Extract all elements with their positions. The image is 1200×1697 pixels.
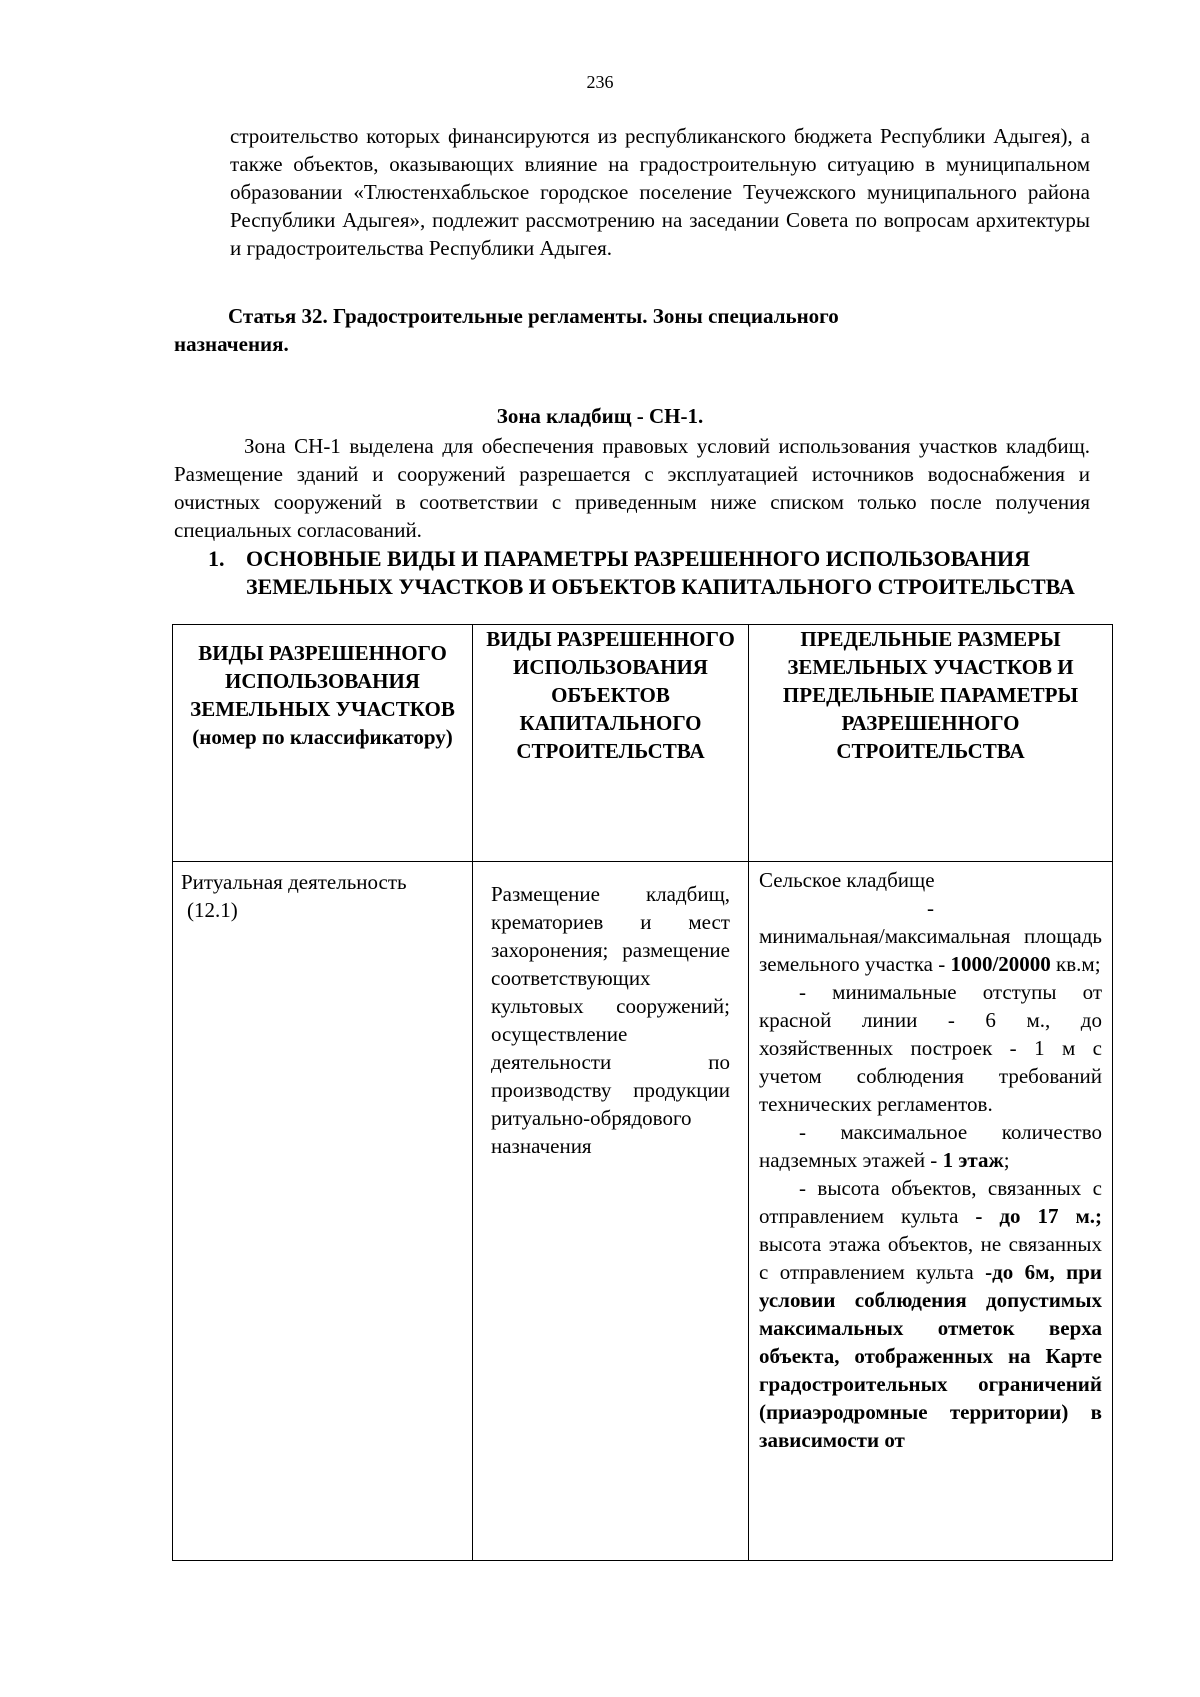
cemetery-label: Сельское кладбище [759,868,935,892]
height-condition: при условии соблюдения допустимых максимальных отметок верха объекта, отображенных на Карте градостроительных ограничений (приаэродромные территории) в зависимости от [759,1260,1103,1452]
setback-param: - минимальные отступы от красной линии - 6 м., до хозяйственных построек - 1 м с учетом соблюдения требований технических регламентов. [759,980,1102,1116]
cell-land-use [173,862,473,1561]
capital-use-text: Размещение кладбищ, крематориев и мест захоронения; размещение соответствующих культовых сооружений; осуществление деятельности по производству продукции ритуально-обрядового назначения [491,882,730,1158]
zone-description: Зона СН-1 выделена для обеспечения правовых условий использования участков кладбищ. Размещение зданий и сооружений разрешается с эксплуатацией источников водоснабжения и очистных сооружений в соответствии с приведенным ниже списком только после получения специальных согласований. [174,434,1090,542]
height-value2: -до 6м, [985,1260,1055,1284]
area-unit: кв.м; [1056,952,1101,976]
height-text2: высота этажа объектов, не связанных с отправлением культа [759,1232,1102,1284]
intro-paragraph: строительство которых финансируются из республиканского бюджета Республики Адыгея), а также объектов, оказывающих влияние на градостроительную ситуацию в муниципальном образовании «Тлюстенхабльское городское поселение Теучежского муниципального района Республики Адыгея», подлежит рассмотрению на заседании Совета по вопросам архитектуры и градостроительства Республики Адыгея. [230,124,1090,260]
table-row [173,862,1113,1561]
floors-param [759,1118,1102,1174]
area-param [759,922,1102,978]
header-capital-use [473,625,749,862]
floors-text: - максимальное количество надземных этажей - [759,1120,1102,1172]
article-title-line2: назначения. [174,332,289,356]
height-value1: - до 17 м.; [975,1204,1102,1228]
height-text1: - высота объектов, связанных с отправлением культа [759,1176,1102,1228]
cell-params [749,862,1113,1561]
section-heading [208,545,1088,601]
regulations-table [172,624,1113,1561]
table-header-row [173,625,1113,862]
section-title: ОСНОВНЫЕ ВИДЫ И ПАРАМЕТРЫ РАЗРЕШЕННОГО ИСПОЛЬЗОВАНИЯ ЗЕМЕЛЬНЫХ УЧАСТКОВ И ОБЪЕКТОВ КАПИТАЛЬНОГО СТРОИТЕЛЬСТВА [246,546,1075,599]
area-text: минимальная/максимальная площадь земельного участка - [759,924,1102,976]
height-param [759,1174,1102,1454]
section-number: 1. [208,546,225,571]
zone-title: Зона кладбищ - СН-1. [496,404,704,428]
cell-capital-use [473,862,749,1561]
land-use-name: Ритуальная деятельность [181,870,407,894]
header-land-use-sub: (номер по классификатору) [192,725,453,749]
page-number: 236 [586,72,614,92]
area-value: 1000/20000 [950,952,1051,976]
floors-end: ; [1003,1148,1010,1172]
header-params-main: ПРЕДЕЛЬНЫЕ РАЗМЕРЫ ЗЕМЕЛЬНЫХ УЧАСТКОВ И ПРЕДЕЛЬНЫЕ ПАРАМЕТРЫ РАЗРЕШЕННОГО СТРОИТЕЛЬСТВА [782,627,1079,763]
header-land-use-main: ВИДЫ РАЗРЕШЕННОГО ИСПОЛЬЗОВАНИЯ ЗЕМЕЛЬНЫХ УЧАСТКОВ [190,641,455,721]
header-land-use [173,625,473,862]
header-params [749,625,1113,862]
header-capital-use-main: ВИДЫ РАЗРЕШЕННОГО ИСПОЛЬЗОВАНИЯ ОБЪЕКТОВ КАПИТАЛЬНОГО СТРОИТЕЛЬСТВА [486,627,735,763]
article-title-line1: Статья 32. Градостроительные регламенты. Зоны специального [228,304,839,328]
land-use-code: (12.1) [187,898,238,922]
floors-value: 1 этаж [942,1148,1004,1172]
dash-line: - [927,896,934,920]
